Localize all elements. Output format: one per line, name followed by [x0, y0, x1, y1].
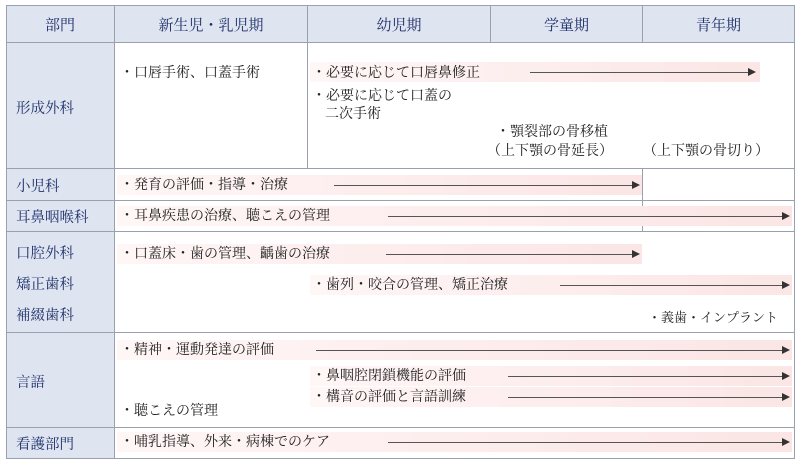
timeline-arrow: [388, 216, 782, 217]
grid-line: [6, 168, 795, 169]
header-school-age: 学童期: [491, 6, 642, 42]
arrow-head-icon: [782, 372, 790, 380]
item-velopharyngeal-evaluation: ・鼻咽腔閉鎖機能の評価: [312, 368, 466, 384]
arrow-head-icon: [782, 393, 790, 401]
header-youth: 青年期: [643, 6, 794, 42]
timeline-arrow: [530, 72, 748, 73]
arrow-head-icon: [782, 438, 790, 446]
timeline-arrow: [316, 350, 782, 351]
arrow-head-icon: [748, 68, 756, 76]
item-hearing-management: ・聴こえの管理: [120, 403, 218, 419]
grid-line: [307, 42, 308, 168]
grid-line: [6, 231, 795, 232]
grid-line: [6, 5, 7, 459]
grid-line: [6, 332, 795, 333]
arrow-head-icon: [782, 281, 790, 289]
item-palate-secondary-surgery-cont: 二次手術: [325, 106, 381, 122]
header-department: 部門: [6, 6, 114, 42]
item-developmental-evaluation: ・精神・運動発達の評価: [120, 342, 274, 358]
grid-line: [6, 427, 795, 428]
grid-line: [114, 5, 115, 459]
dept-nursing: 看護部門: [6, 428, 114, 458]
grid-line: [490, 5, 491, 42]
dept-orthodontics: 矯正歯科: [16, 277, 74, 293]
item-palate-secondary-surgery: ・必要に応じて口蓋の: [312, 88, 452, 104]
dept-pediatrics: 小児科: [6, 169, 114, 200]
header-newborn-infant: 新生児・乳児期: [115, 6, 307, 42]
timeline-arrow: [508, 376, 782, 377]
item-lip-nose-revision: ・必要に応じて口唇鼻修正: [312, 65, 480, 81]
grid-line: [6, 200, 795, 201]
grid-line: [794, 5, 795, 459]
item-ear-nose-treatment: ・耳鼻疾患の治療、聴こえの管理: [120, 208, 330, 224]
grid-line: [6, 5, 795, 6]
grid-line: [6, 458, 795, 459]
dept-ent: 耳鼻咽喉科: [6, 201, 114, 231]
timeline-arrow: [386, 254, 632, 255]
header-toddler: 幼児期: [308, 6, 490, 42]
item-orthodontic-treatment: ・歯列・咬合の管理、矯正治療: [312, 277, 508, 293]
timeline-arrow: [334, 185, 632, 186]
dept-speech: 言語: [6, 333, 114, 427]
timeline-arrow: [560, 285, 782, 286]
item-jaw-distraction: （上下顎の骨延長）: [487, 143, 613, 159]
item-articulation-therapy: ・構音の評価と言語訓練: [312, 389, 466, 405]
item-dentures-implants: ・義歯・インプラント: [648, 311, 779, 326]
grid-line: [642, 5, 643, 42]
item-lip-palate-surgery: ・口唇手術、口蓋手術: [120, 65, 260, 81]
dept-oral-surgery: 口腔外科: [16, 246, 74, 262]
grid-line: [6, 42, 795, 43]
item-growth-evaluation: ・発育の評価・指導・治療: [120, 177, 288, 193]
timeline-arrow: [508, 397, 782, 398]
grid-line: [307, 5, 308, 42]
dept-prosthodontics: 補綴歯科: [16, 308, 74, 324]
arrow-head-icon: [782, 212, 790, 220]
dept-plastic-surgery: 形成外科: [6, 43, 114, 168]
arrow-head-icon: [782, 346, 790, 354]
arrow-head-icon: [632, 250, 640, 258]
item-palatal-plate: ・口蓋床・歯の管理、齲歯の治療: [120, 246, 330, 262]
item-jaw-osteotomy: （上下顎の骨切り）: [643, 143, 769, 159]
item-alveolar-bone-graft: ・顎裂部の骨移植: [496, 124, 608, 140]
dept-dental: [6, 232, 114, 332]
timeline-arrow: [388, 442, 782, 443]
arrow-head-icon: [632, 181, 640, 189]
item-feeding-care: ・哺乳指導、外来・病棟でのケア: [120, 434, 330, 450]
